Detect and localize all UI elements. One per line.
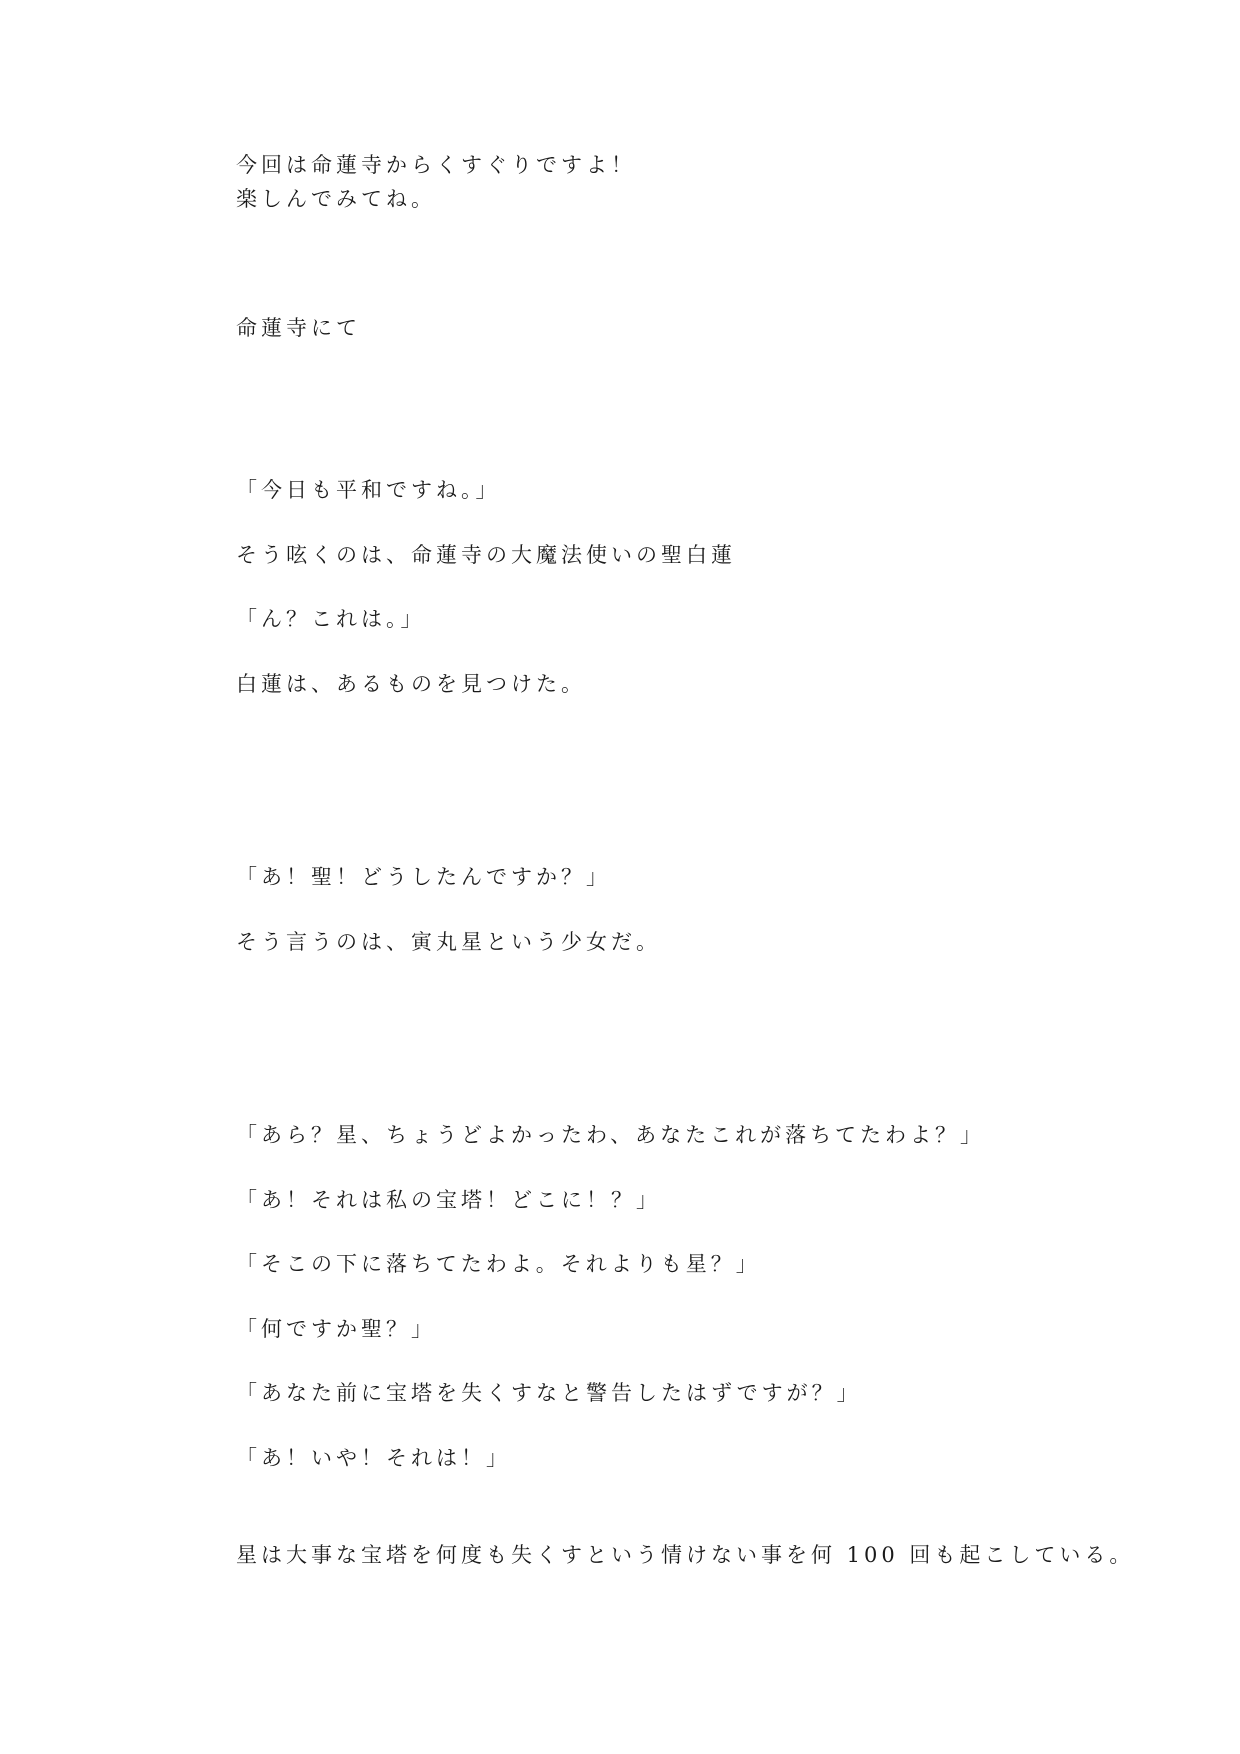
dialogue-line: 「何ですか聖？」 — [236, 1317, 436, 1341]
narration-line: 白蓮は、あるものを見つけた。 — [236, 672, 586, 696]
dialogue-line: 「あ！聖！どうしたんですか？」 — [236, 865, 611, 889]
dialogue-line: 「あ！いや！それは！」 — [236, 1446, 511, 1470]
text-line-intro-2: 楽しんでみてね。 — [236, 187, 436, 211]
dialogue-line: 「あ！それは私の宝塔！どこに！？」 — [236, 1188, 661, 1212]
narration-line: そう呟くのは、命蓮寺の大魔法使いの聖白蓮 — [236, 543, 736, 567]
dialogue-line: 「そこの下に落ちてたわよ。それよりも星？」 — [236, 1252, 761, 1276]
text-line-intro: 今回は命蓮寺からくすぐりですよ！ — [236, 153, 636, 177]
dialogue-line: 「あなた前に宝塔を失くすなと警告したはずですが？」 — [236, 1381, 862, 1405]
scene-heading: 命蓮寺にて — [236, 316, 361, 340]
dialogue-line: 「今日も平和ですね。」 — [236, 478, 501, 502]
dialogue-line: 「あら？星、ちょうどよかったわ、あなたこれが落ちてたわよ？」 — [236, 1123, 985, 1147]
dialogue-line: 「ん？これは。」 — [236, 607, 426, 631]
narration-line: そう言うのは、寅丸星という少女だ。 — [236, 930, 661, 954]
narration-line: 星は大事な宝塔を何度も失くすという情けない事を何 100 回も起こしている。 — [236, 1543, 1135, 1567]
